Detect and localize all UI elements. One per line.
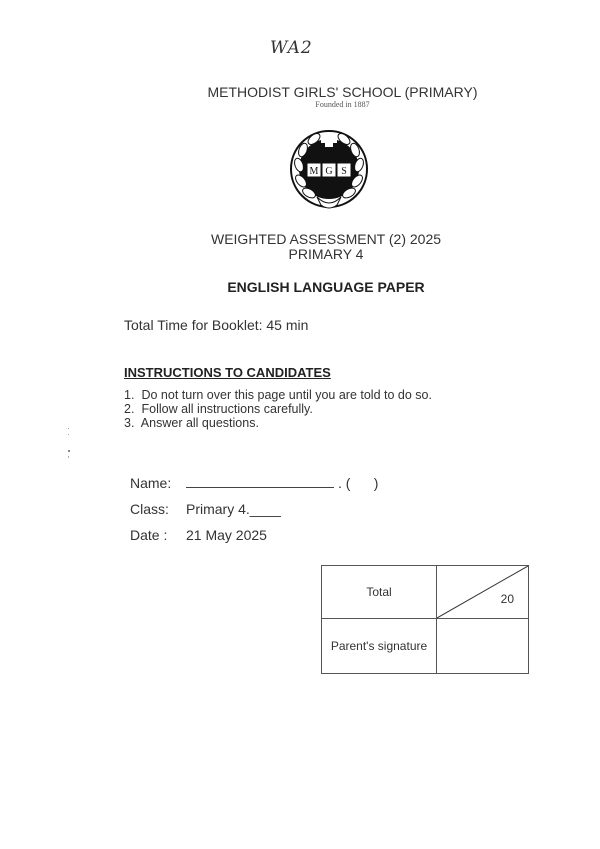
- svg-text:M: M: [309, 166, 319, 177]
- class-value[interactable]: Primary 4.____: [186, 501, 281, 517]
- paper-title: ENGLISH LANGUAGE PAPER: [227, 279, 425, 295]
- instructions-heading: INSTRUCTIONS TO CANDIDATES: [124, 365, 331, 380]
- instructions-list: [124, 388, 432, 430]
- instruction-item: 3. Answer all questions.: [124, 416, 259, 430]
- instruction-item: 2. Follow all instructions carefully.: [124, 402, 313, 416]
- score-table: [321, 565, 529, 674]
- name-input-line[interactable]: [186, 487, 334, 488]
- total-max: 20: [500, 592, 514, 606]
- scan-specks: [66, 426, 72, 462]
- svg-text:S: S: [341, 166, 347, 177]
- total-score-cell[interactable]: [437, 566, 529, 619]
- date-value: 21 May 2025: [186, 527, 267, 543]
- parent-signature-label: Parent's signature: [322, 619, 437, 674]
- assessment-level: PRIMARY 4: [288, 246, 364, 262]
- svg-text:G: G: [325, 166, 333, 177]
- total-time: Total Time for Booklet: 45 min: [124, 317, 309, 333]
- name-label: Name:: [130, 475, 172, 491]
- signature-row: [322, 619, 529, 674]
- total-label: Total: [322, 566, 437, 619]
- handwritten-note: WA2: [270, 38, 313, 58]
- parent-signature-cell[interactable]: [437, 619, 529, 674]
- school-crest-logo: [287, 125, 371, 213]
- total-row: [322, 566, 529, 619]
- founded-year: Founded in 1887: [315, 100, 370, 109]
- class-label: Class:: [130, 501, 169, 517]
- date-label: Date :: [130, 527, 168, 543]
- assessment-title: WEIGHTED ASSESSMENT (2) 2025: [210, 231, 442, 247]
- assessment-heading: [0, 232, 600, 262]
- register-number-brackets: . ( ): [338, 475, 379, 491]
- school-name: METHODIST GIRLS' SCHOOL (PRIMARY): [207, 84, 478, 100]
- instruction-item: 1. Do not turn over this page until you are told to do so.: [124, 388, 432, 402]
